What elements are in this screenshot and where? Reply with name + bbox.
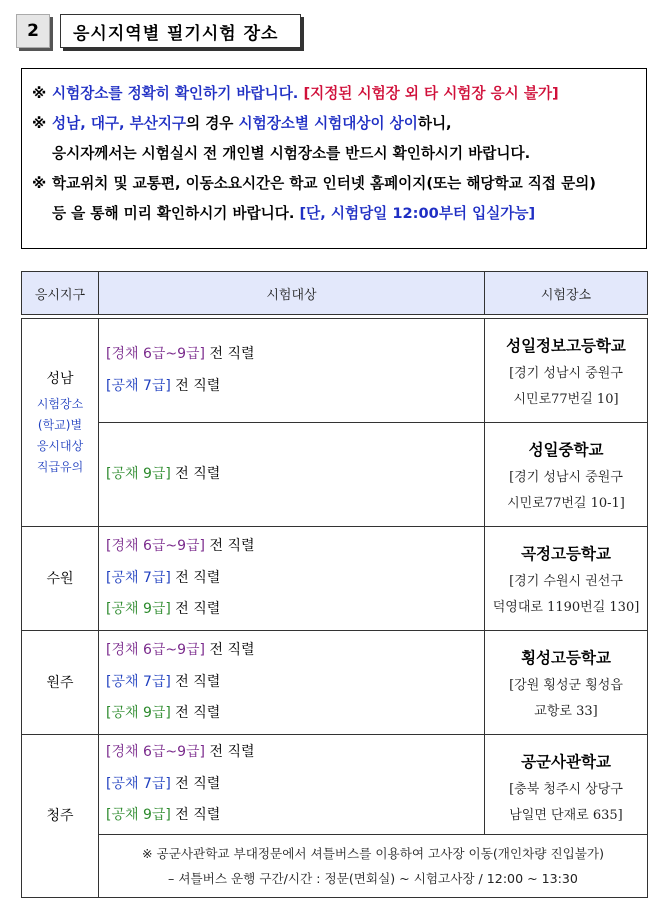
notice-line-3-cont — [32, 199, 638, 229]
notice-text: 성남, 대구, 부산지구 — [52, 115, 187, 132]
table-row — [22, 735, 648, 835]
grade-bracket: [공채 9급] — [106, 465, 171, 482]
grade-scope: 전 직렬 — [170, 465, 221, 482]
grade-line — [106, 667, 484, 699]
venue-address: 덕영대로 1190번길 130] — [492, 600, 640, 615]
venue-address: [경기 성남시 중원구 — [509, 470, 623, 485]
header-venue: 시험장소 — [485, 272, 648, 315]
header-target: 시험대상 — [99, 272, 485, 315]
grade-bracket: [경채 6급~9급] — [106, 642, 206, 659]
venue-address: 남일면 단재로 635] — [509, 808, 623, 823]
grade-scope: 전 직렬 — [170, 705, 221, 722]
venue-cell — [485, 527, 648, 631]
section-title: 응시지역별 필기시험 장소 — [60, 14, 301, 48]
section-header — [16, 14, 301, 48]
venue-address: [경기 성남시 중원구 — [509, 366, 623, 381]
grade-line — [106, 635, 484, 667]
notice-line-2-cont — [32, 139, 638, 169]
region-name: 청주 — [22, 735, 99, 898]
region-note: 시험장소 — [36, 396, 84, 411]
grade-scope: 전 직렬 — [205, 346, 255, 362]
grade-line — [106, 594, 484, 626]
target-cell — [99, 735, 485, 835]
grade-scope: 전 직렬 — [170, 673, 221, 690]
grade-bracket: [공채 9급] — [106, 601, 171, 618]
grade-bracket: [경채 6급~9급] — [106, 538, 206, 555]
notice-text: 학교위치 및 교통편, 이동소요시간은 학교 인터넷 홈페이지(또는 해당학교 직접 문의) — [52, 175, 596, 192]
grade-bracket: [공채 7급] — [106, 673, 171, 690]
grade-scope: 전 직렬 — [170, 569, 221, 586]
grade-bracket: [공채 7급] — [106, 775, 171, 792]
region-name: 수원 — [22, 527, 99, 631]
venue-address: [충북 청주시 상당구 — [509, 782, 623, 797]
grade-bracket: [공채 9급] — [106, 807, 171, 824]
venue-name: 성일중학교 — [528, 441, 604, 459]
grade-line — [106, 800, 484, 832]
venue-address: 교항로 33] — [534, 704, 598, 719]
grade-scope: 전 직렬 — [205, 538, 255, 555]
table-header-row — [22, 272, 648, 315]
shuttle-note-cell — [99, 835, 648, 898]
target-cell — [99, 527, 485, 631]
notice-text: 등 을 통해 미리 확인하시기 바랍니다. — [52, 205, 300, 222]
grade-scope: 전 직렬 — [170, 807, 221, 824]
grade-scope: 전 직렬 — [170, 377, 221, 394]
notice-box — [21, 68, 647, 249]
grade-bracket: [공채 9급] — [106, 705, 171, 722]
venue-address: [경기 수원시 권선구 — [509, 574, 623, 589]
venue-address: 시민로77번길 10] — [513, 392, 619, 407]
venue-name: 공군사관학교 — [521, 753, 611, 771]
table-row — [22, 527, 648, 631]
grade-line — [106, 698, 484, 730]
grade-line — [106, 339, 484, 371]
table-row — [22, 423, 648, 527]
exam-location-table — [21, 271, 648, 898]
grade-line — [106, 531, 484, 563]
grade-line — [106, 769, 484, 801]
table-row — [22, 835, 648, 898]
notice-text: 하니, — [417, 115, 452, 132]
region-note: (학교)별 — [37, 417, 83, 432]
notice-text: 시험장소를 정확히 확인하기 바랍니다. — [52, 85, 304, 102]
venue-cell — [485, 631, 648, 735]
grade-line — [106, 371, 484, 403]
region-name: 원주 — [22, 631, 99, 735]
notice-text-highlight: [지정된 시험장 외 타 시험장 응시 불가] — [303, 85, 559, 102]
notice-text: 시험장소별 시험대상이 상이 — [238, 115, 418, 132]
grade-bracket: [공채 7급] — [106, 377, 171, 394]
target-cell — [99, 423, 485, 527]
venue-name: 곡정고등학교 — [521, 545, 611, 563]
reference-mark: ※ — [32, 85, 47, 102]
notice-text: 의 경우 — [186, 115, 239, 132]
venue-address: 시민로77번길 10-1] — [507, 496, 625, 511]
shuttle-note: ※ 공군사관학교 부대정문에서 셔틀버스를 이용하여 고사장 이동(개인차량 진입불가) — [141, 846, 605, 861]
header-region: 응시지구 — [22, 272, 99, 315]
grade-bracket: [경채 6급~9급] — [106, 744, 206, 761]
grade-scope: 전 직렬 — [205, 744, 255, 761]
venue-name: 성일정보고등학교 — [506, 337, 626, 355]
region-note: 응시대상 — [36, 438, 84, 453]
venue-cell — [485, 423, 648, 527]
grade-scope: 전 직렬 — [205, 642, 255, 659]
venue-address: [강원 횡성군 횡성읍 — [509, 678, 623, 693]
grade-line — [106, 459, 484, 491]
target-cell — [99, 631, 485, 735]
notice-line-2 — [32, 109, 638, 139]
grade-bracket: [공채 7급] — [106, 569, 171, 586]
region-name: 성남 — [46, 370, 74, 387]
table-row — [22, 319, 648, 423]
table-row — [22, 631, 648, 735]
region-cell — [22, 319, 99, 527]
notice-text-highlight: [단, 시험당일 12:00부터 입실가능] — [299, 205, 536, 222]
target-cell — [99, 319, 485, 423]
shuttle-schedule: – 셔틀버스 운행 구간/시간 : 정문(면회실) ~ 시험고사장 / 12:00 ~ 13:30 — [168, 871, 578, 886]
venue-name: 횡성고등학교 — [521, 649, 611, 667]
reference-mark: ※ — [32, 115, 47, 132]
section-number: 2 — [16, 14, 50, 48]
grade-line — [106, 563, 484, 595]
region-note: 직급유의 — [36, 459, 84, 474]
venue-cell — [485, 735, 648, 835]
notice-text: 응시자께서는 시험실시 전 개인별 시험장소를 반드시 확인하시기 바랍니다. — [52, 145, 531, 162]
grade-scope: 전 직렬 — [170, 601, 221, 618]
reference-mark: ※ — [32, 175, 47, 192]
grade-scope: 전 직렬 — [170, 775, 221, 792]
grade-bracket: [경채 6급~9급] — [106, 346, 206, 362]
notice-line-3 — [32, 169, 638, 199]
venue-cell — [485, 319, 648, 423]
notice-line-1 — [32, 79, 638, 109]
grade-line — [106, 737, 484, 769]
